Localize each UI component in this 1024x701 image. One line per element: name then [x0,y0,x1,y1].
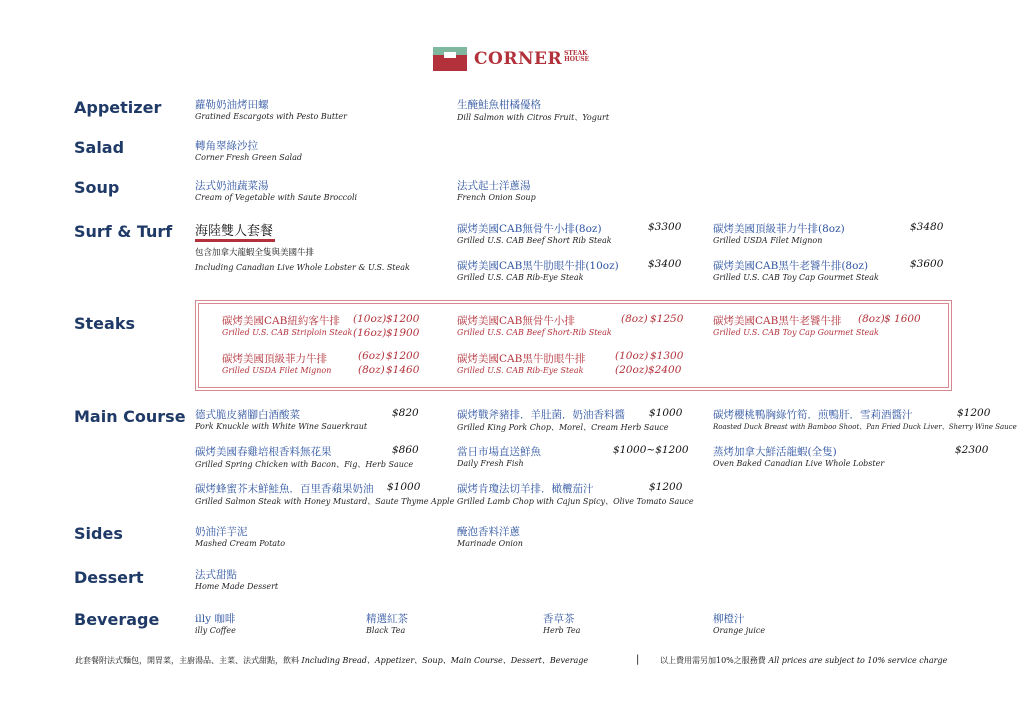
menu-item [713,313,879,337]
item-en: Grilled USDA Filet Mignon [222,366,332,375]
item-zh: 醃泡香料洋蔥 [457,526,520,538]
item-price: $2300 [955,444,989,456]
item-en: Home Made Dessert [195,582,279,591]
item-en: Grilled USDA Filet Mignon [713,236,823,245]
menu-item [543,611,580,635]
item-en: Gratined Escargots with Pesto Butter [195,112,347,121]
menu-item [195,178,357,202]
category-beverage: Beverage [74,610,160,629]
menu-item [457,407,668,433]
item-zh: 碳烤美國CAB無骨牛小排 [457,315,575,327]
item-price: $1460 [386,364,420,376]
item-zh: 碳烤美國頂級菲力牛排 [222,353,327,365]
item-price: $1200 [386,350,420,362]
item-zh: 碳烤櫻桃鴨胸綠竹筍．煎鴨肝．雪莉酒醬汁 [713,409,913,421]
menu-item [195,97,347,121]
item-zh: 碳烤肯瓊法切羊排．橄欖茄汁 [457,483,594,495]
item-en: Oven Baked Canadian Live Whole Lobster [713,459,885,468]
item-zh: 包含加拿大龍蝦全隻與美國牛排 [195,248,315,258]
item-price: $1300 [650,350,684,362]
item-price: $2400 [648,364,682,376]
menu-item [195,407,367,431]
item-en: Marinade Onion [457,539,523,548]
menu-item [457,221,612,245]
item-price: $1000~$1200 [613,444,689,456]
item-en: Grilled U.S. CAB Striploin Steak [222,328,353,337]
category-appetizer: Appetizer [74,98,162,117]
item-zh: 法式奶油蔬菜湯 [195,180,269,192]
item-size: (20oz) [615,364,649,376]
item-price: $820 [392,407,419,419]
menu-item [195,567,278,591]
item-price: $1200 [957,407,991,419]
item-zh: 碳烤蜂蜜芥末鮮鮭魚．百里香蘋果奶油 [195,483,374,495]
item-en: Dill Salmon with Citros Fruit、Yogurt [457,113,610,122]
item-size: (8oz) [621,313,648,325]
logo-mark-icon [433,47,467,71]
item-en: Grilled U.S. CAB Beef Short Rib Steak [457,236,612,245]
item-en: Including Canadian Live Whole Lobster & U.S. Steak [195,263,410,272]
footer-service-charge: 以上費用需另加10%之服務費 All prices are subject to 10% service charge [660,656,948,665]
item-zh: 德式脆皮豬腳白酒酸菜 [195,409,300,421]
item-price: $3400 [648,258,682,270]
item-en: Grilled Spring Chicken with Bacon、Fig、Herb Sauce [195,460,414,469]
menu-item [195,611,236,635]
category-surf-turf: Surf & Turf [74,222,173,241]
category-salad: Salad [74,138,125,157]
item-zh: 奶油洋芋泥 [195,526,248,538]
item-price: $3600 [910,258,944,270]
menu-item [713,611,765,635]
item-price: $1250 [650,313,684,325]
item-price: $1200 [386,313,420,325]
item-zh: 碳烤美國CAB黑牛老饕牛排 [713,315,842,327]
item-zh: 精選紅茶 [366,613,408,625]
item-size: (8oz) [358,364,385,376]
footer-inclusions: 此套餐附法式麵包，開胃菜，主廚湯品、主菜、法式甜點，飲料 Including Bread、Appetizer、Soup、Main Course、Dessert、Beverage [75,656,589,665]
item-en: illy Coffee [195,626,236,635]
item-zh: 香草茶 [543,613,575,625]
item-zh: illy 咖啡 [195,613,236,625]
logo-name: CORNER [474,49,563,69]
menu-item [195,138,302,162]
item-en: Black Tea [366,626,406,635]
item-zh: 碳烤美國CAB紐約客牛排 [222,315,340,327]
menu-item [366,611,408,635]
item-en: Grilled U.S. CAB Toy Cap Gourmet Steak [713,273,879,282]
category-soup: Soup [74,178,120,197]
item-zh: 生醃鮭魚柑橘優格 [457,99,541,111]
menu-item [457,97,609,123]
item-size: (8oz) [858,313,885,325]
item-en: Daily Fresh Fish [457,459,524,468]
item-zh: 碳烤美國CAB黑牛老饕牛排(8oz) [713,260,869,272]
menu-item [713,221,845,245]
surf-set-desc [195,246,410,272]
item-en: Orange juice [713,626,766,635]
item-en: Grilled U.S. CAB Toy Cap Gourmet Steak [713,328,879,337]
item-en: Grilled U.S. CAB Rib-Eye Steak [457,366,584,375]
category-dessert: Dessert [74,568,144,587]
item-zh: 法式甜點 [195,569,237,581]
category-sides: Sides [74,524,123,543]
item-price: $1200 [649,481,683,493]
menu-item [195,524,285,548]
item-price: $3480 [910,221,944,233]
item-en: Corner Fresh Green Salad [195,153,303,162]
item-zh: 碳烤戰斧豬排．羊肚菌．奶油香料醬 [457,409,625,421]
item-price: $1000 [387,481,421,493]
item-size: (10oz) [615,350,649,362]
item-zh: 碳烤美國春雞培根香料無花果 [195,446,332,458]
item-size: (16oz) [353,327,387,339]
surf-set-title: 海陸雙人套餐 [195,224,274,239]
logo-subtitle: STEAK HOUSE [564,50,590,63]
item-zh: 轉角翠綠沙拉 [195,140,258,152]
item-zh: 柳橙汁 [713,613,745,625]
menu-item [457,351,585,375]
footer-separator: | [636,654,640,665]
menu-item [457,313,612,337]
item-en: Grilled U.S. CAB Rib-Eye Steak [457,273,584,282]
menu-item [195,444,413,470]
menu-item [457,258,619,282]
item-en: Grilled Lamb Chop with Cajun Spicy、Olive Tomato Sauce [457,497,694,506]
item-zh: 蒸烤加拿大鮮活龍蝦(全隻) [713,446,837,458]
item-size: (10oz) [353,313,387,325]
item-en: French Onion Soup [457,193,536,202]
item-en: Cream of Vegetable with Saute Broccoli [195,193,358,202]
category-main-course: Main Course [74,407,186,426]
menu-item [713,444,884,468]
item-price: $3300 [648,221,682,233]
item-price: $1900 [386,327,420,339]
menu-item [457,178,536,202]
item-price: $860 [392,444,419,456]
corner-logo [433,47,589,71]
item-price: $ 1600 [884,313,921,325]
item-price: $1000 [649,407,683,419]
item-en: Roasted Duck Breast with Bamboo Shoot、Pan Fried Duck Liver、Sherry Wine Sauce [713,423,1017,431]
item-en: Grilled King Pork Chop、Morel、Cream Herb Sauce [457,423,669,432]
item-en: Grilled U.S. CAB Beef Short-Rib Steak [457,328,612,337]
item-en: Pork Knuckle with White Wine Sauerkraut [195,422,368,431]
item-zh: 碳烤美國CAB無骨牛小排(8oz) [457,223,602,235]
menu-item [222,351,331,375]
category-steaks: Steaks [74,314,135,333]
item-zh: 法式起士洋蔥湯 [457,180,531,192]
item-zh: 當日市場直送鮮魚 [457,446,541,458]
item-zh: 碳烤美國CAB黑牛肋眼牛排(10oz) [457,260,619,272]
item-en: Herb Tea [543,626,581,635]
menu-item [713,258,879,282]
menu-item [457,524,523,548]
menu-item [457,444,541,468]
item-size: (6oz) [358,350,385,362]
menu-item [222,313,352,337]
item-zh: 碳烤美國CAB黑牛肋眼牛排 [457,353,586,365]
item-en: Mashed Cream Potato [195,539,286,548]
surf-title-underline [195,239,275,242]
item-zh: 碳烤美國頂級菲力牛排(8oz) [713,223,845,235]
item-en: Grilled Salmon Steak with Honey Mustard、Saute Thyme Apple [195,497,455,506]
item-zh: 蘿勒奶油烤田螺 [195,99,269,111]
